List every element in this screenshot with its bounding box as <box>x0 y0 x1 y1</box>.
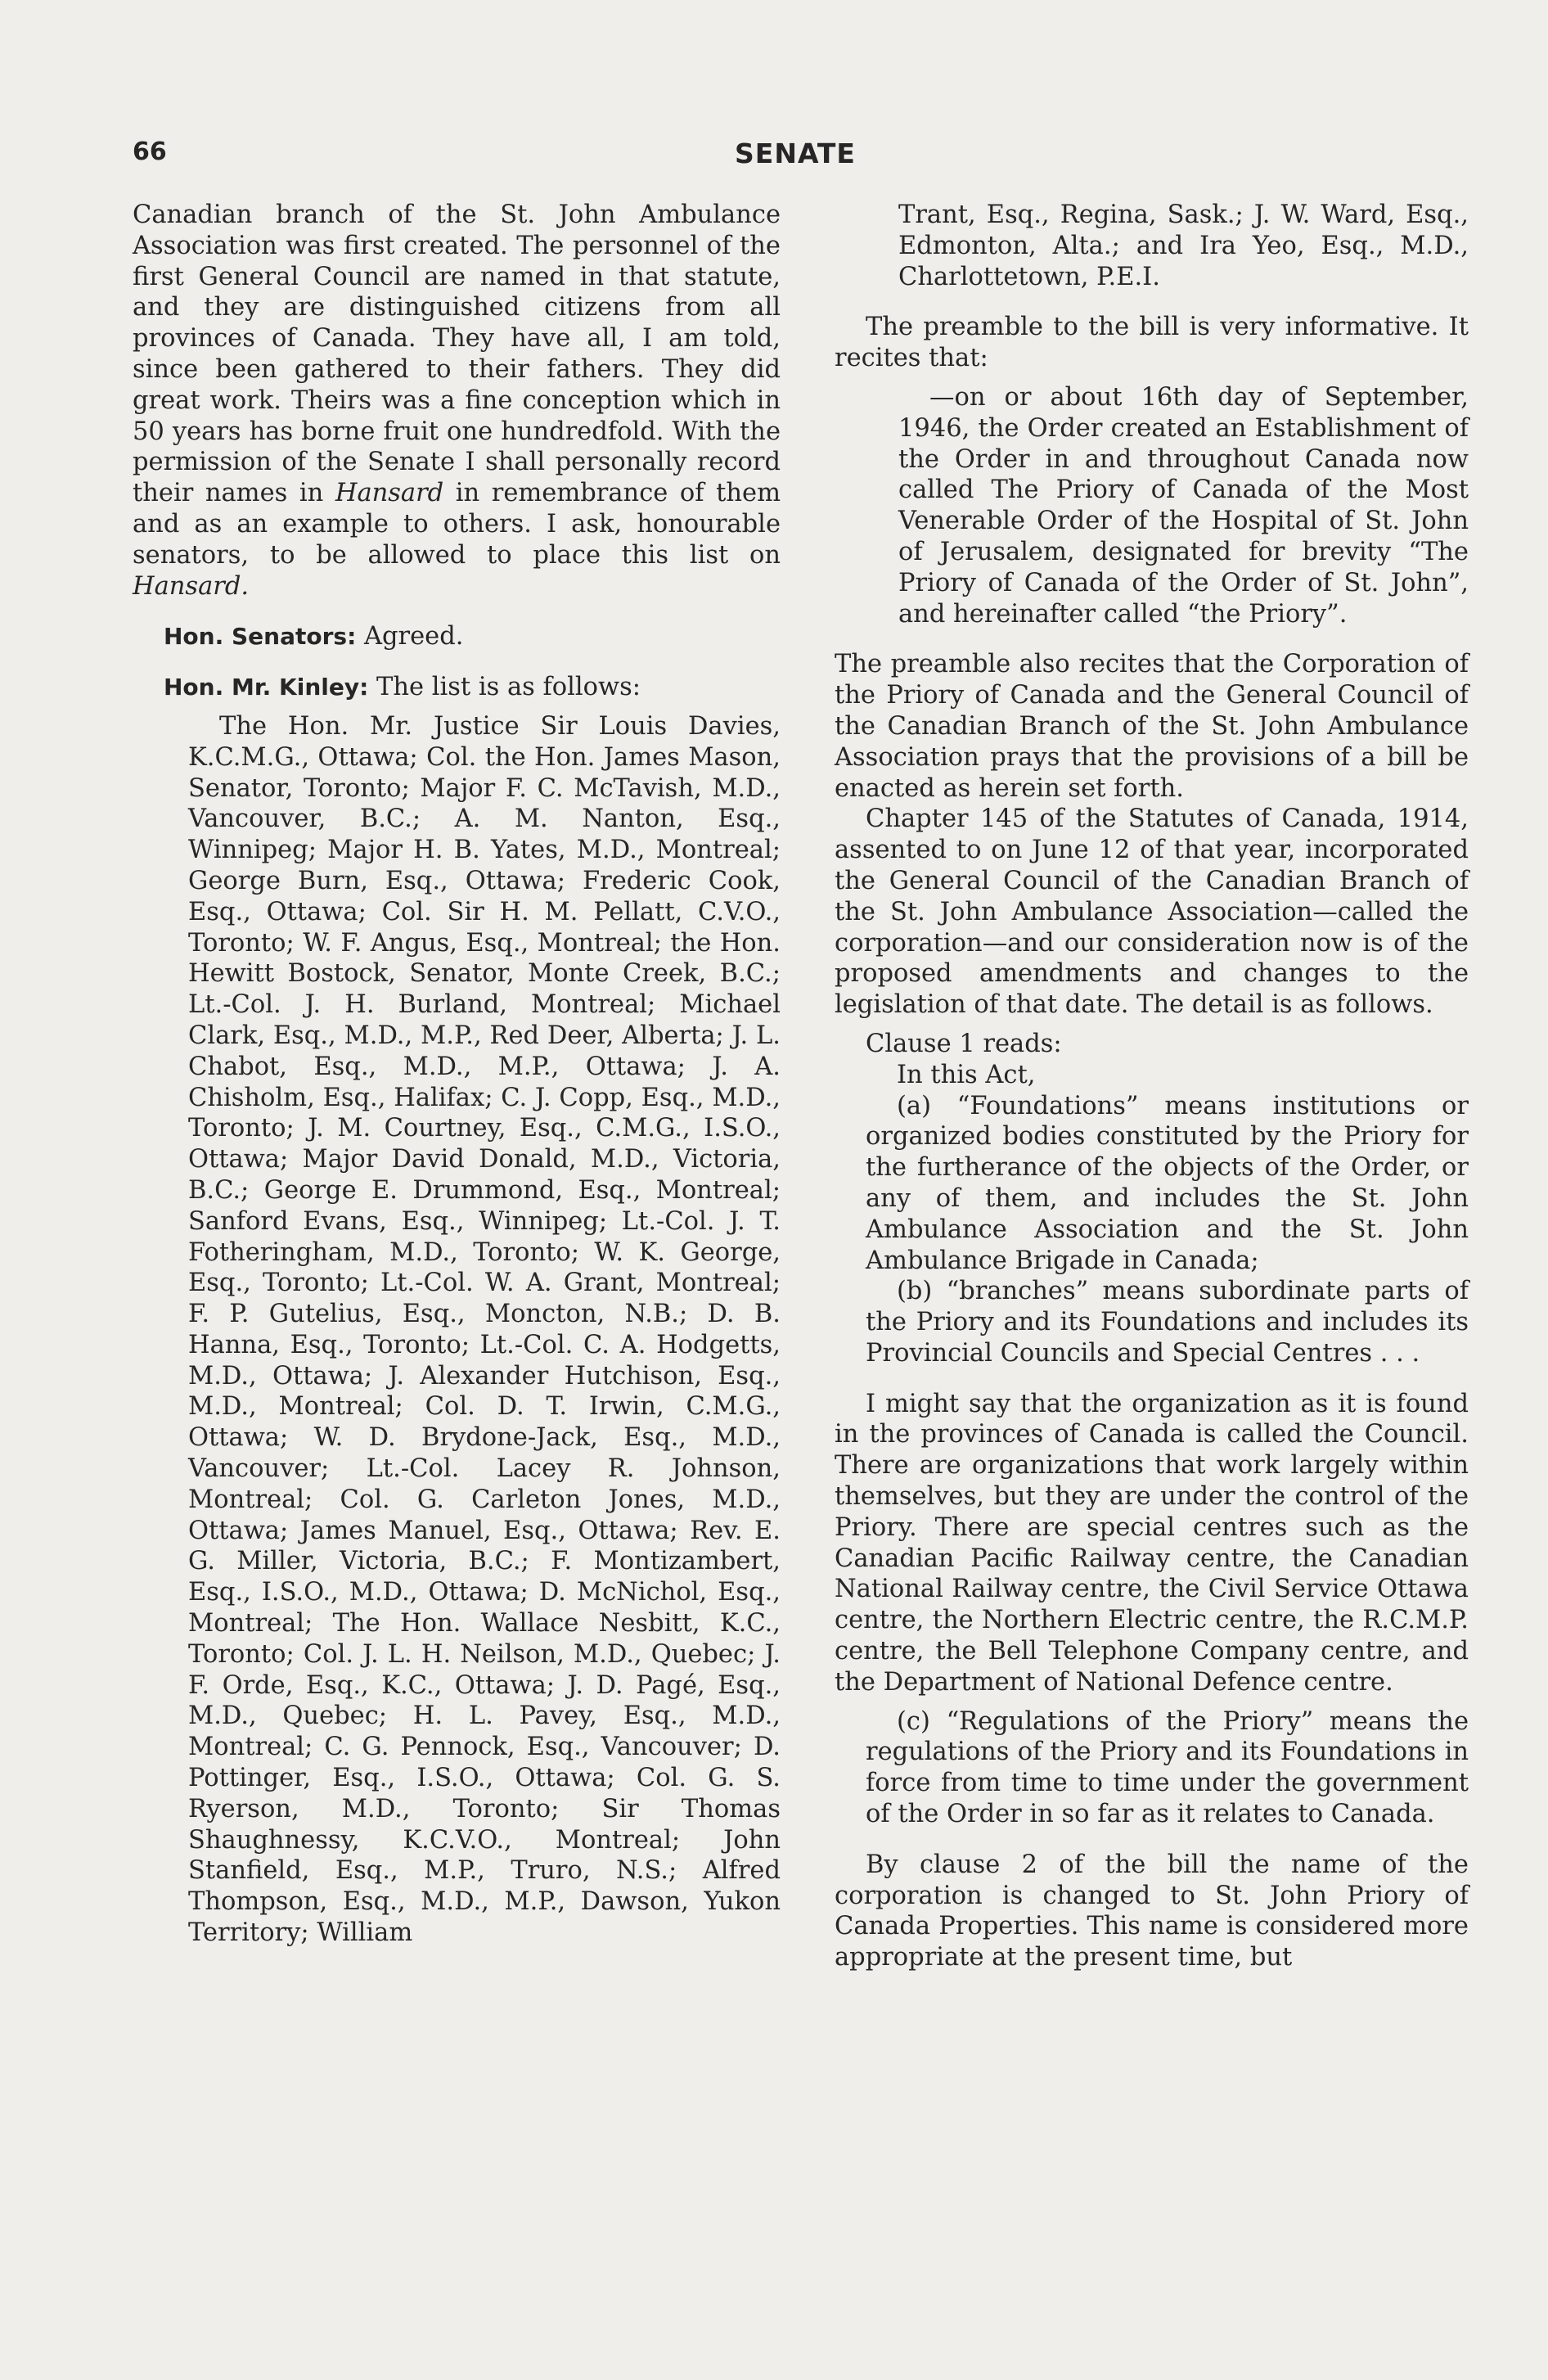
speaker-label: Hon. Senators: <box>164 623 357 651</box>
left-column <box>133 200 781 1949</box>
members-list-continued: Trant, Esq., Regina, Sask.; J. W. Ward, Esq., Edmonton, Alta.; and Ira Yeo, Esq., M.D., Charlottetown, P.E.I. <box>898 201 1469 291</box>
right-column <box>835 200 1469 1973</box>
members-list: The Hon. Mr. Justice Sir Louis Davies, K.C.M.G., Ottawa; Col. the Hon. James Mason, Senator, Toronto; Major F. C. McTavish, M.D., Vancouver, B.C.; A. M. Nanton, Esq., Winnipeg; Major H. B. Yates, M.D., Montreal; George Burn, Esq., Ottawa; Frederic Cook, Esq., Ottawa; Col. Sir H. M. Pellatt, C.V.O., Toronto; W. F. Angus, Esq., Montreal; the Hon. Hewitt Bostock, Senator, Monte Creek, B.C.; Lt.-Col. J. H. Burland, Montreal; Michael Clark, Esq., M.D., M.P., Red Deer, Alberta; J. L. Chabot, Esq., M.D., M.P., Ottawa; J. A. Chisholm, Esq., Halifax; C. J. Copp, Esq., M.D., Toronto; J. M. Courtney, Esq., C.M.G., I.S.O., Ottawa; Major David Donald, M.D., Victoria, B.C.; George E. Drummond, Esq., Montreal; Sanford Evans, Esq., Winnipeg; Lt.-Col. J. T. Fotheringham, M.D., Toronto; W. K. George, Esq., Toronto; Lt.-Col. W. A. Grant, Montreal; F. P. Gutelius, Esq., Moncton, N.B.; D. B. Hanna, Esq., Toronto; Lt.-Col. C. A. Hodgetts, M.D., Ottawa; J. Alexander Hutchison, Esq., M.D., Montreal; Col. D. T. Irwin, C.M.G., Ottawa; W. D. Brydone-Jack, Esq., M.D., Vancouver; Lt.-Col. Lacey R. Johnson, Montreal; Col. G. Carleton Jones, M.D., Ottawa; James Manuel, Esq., Ottawa; Rev. E. G. Miller, Victoria, B.C.; F. Montizambert, Esq., I.S.O., M.D., Ottawa; D. McNichol, Esq., Montreal; The Hon. Wallace Nesbitt, K.C., Toronto; Col. J. L. H. Neilson, M.D., Quebec; J. F. Orde, Esq., K.C., Ottawa; J. D. Pagé, Esq., M.D., Quebec; H. L. Pavey, Esq., M.D., Montreal; C. G. Pennock, Esq., Vancouver; D. Pottinger, Esq., I.S.O., Ottawa; Col. G. S. Ryerson, M.D., Toronto; Sir Thomas Shaughnessy, K.C.V.O., Montreal; John Stanfield, Esq., M.P., Truro, N.S.; Alfred Thompson, Esq., M.D., M.P., Dawson, Yukon Territory; William <box>188 711 781 1948</box>
preamble-quote: —on or about 16th day of September, 1946, the Order created an Establishment of the Order in and throughout Canada now called The Priory of Canada of the Most Venerable Order of the Hospital of St. John of Jerusalem, designated for brevity “The Priory of Canada of the Order of St. John”, and hereinafter called “the Priory”. <box>898 382 1469 629</box>
speaker-label: Hon. Mr. Kinley: <box>164 674 369 701</box>
clause-b: (b) “branches” means subordinate parts of the Priory and its Foundations and includes its Provincial Councils and Special Centres . . . <box>866 1277 1469 1368</box>
clause-a: (a) “Foundations” means institutions or organized bodies constituted by the Priory for the furtherance of the objects of the Order, or any of them, and includes the St. John Ambulance Association and the St. John Ambulance Brigade in Canada; <box>866 1091 1469 1275</box>
senators-agreed-paragraph: Hon. Senators: Agreed. <box>164 622 464 651</box>
in-this-act: In this Act, <box>897 1060 1036 1089</box>
clause-two-paragraph: By clause 2 of the bill the name of the corporation is changed to St. John Priory of Canada Properties. This name is considered more appropriate at the present time, but <box>835 1850 1469 1972</box>
clause-one-heading: Clause 1 reads: <box>866 1029 1062 1058</box>
chapter-paragraph: Chapter 145 of the Statutes of Canada, 1914, assented to on June 12 of that year, incorporated the General Council of the Canadian Branch of the St. John Ambulance Association—called the corporation—and our consideration now is of the proposed amendments and changes to the legislation of that date. The detail is as follows. <box>835 805 1469 1020</box>
kinley-paragraph: Hon. Mr. Kinley: The list is as follows: <box>164 673 641 702</box>
section-title: SENATE <box>735 137 856 169</box>
intro-paragraph: Canadian branch of the St. John Ambulance Association was first created. The personnel of the first General Council are named in that statute, and they are distinguished citizens from all provinces of Canada. They have all, I am told, since been gathered to their fathers. They did great work. Theirs was a fine conception which in 50 years has borne fruit one hundredfold. With the permission of the Senate I shall personally record their names in Hansard in remembrance of them and as an example to others. I ask, honourable senators, to be allowed to place this list on Hansard. <box>133 201 781 601</box>
clause-c: (c) “Regulations of the Priory” means the regulations of the Priory and its Foundations in force from time to time under the government of the Order in so far as it relates to Canada. <box>866 1706 1469 1829</box>
preamble-intro: The preamble to the bill is very informative. It recites that: <box>835 313 1469 373</box>
running-head <box>133 137 1458 178</box>
organization-paragraph: I might say that the organization as it is found in the provinces of Canada is called the Council. There are organizations that work largely within themselves, but they are under the control of the Priory. There are special centres such as the Canadian Pacific Railway centre, the Canadian National Railway centre, the Civil Service Ottawa centre, the Northern Electric centre, the R.C.M.P. centre, the Bell Telephone Company centre, and the Department of National Defence centre. <box>835 1389 1469 1697</box>
preamble-also-paragraph: The preamble also recites that the Corporation of the Priory of Canada and the General Council of the Canadian Branch of the St. John Ambulance Association prays that the provisions of a bill be enacted as herein set forth. <box>835 650 1469 803</box>
page-number: 66 <box>133 137 167 166</box>
